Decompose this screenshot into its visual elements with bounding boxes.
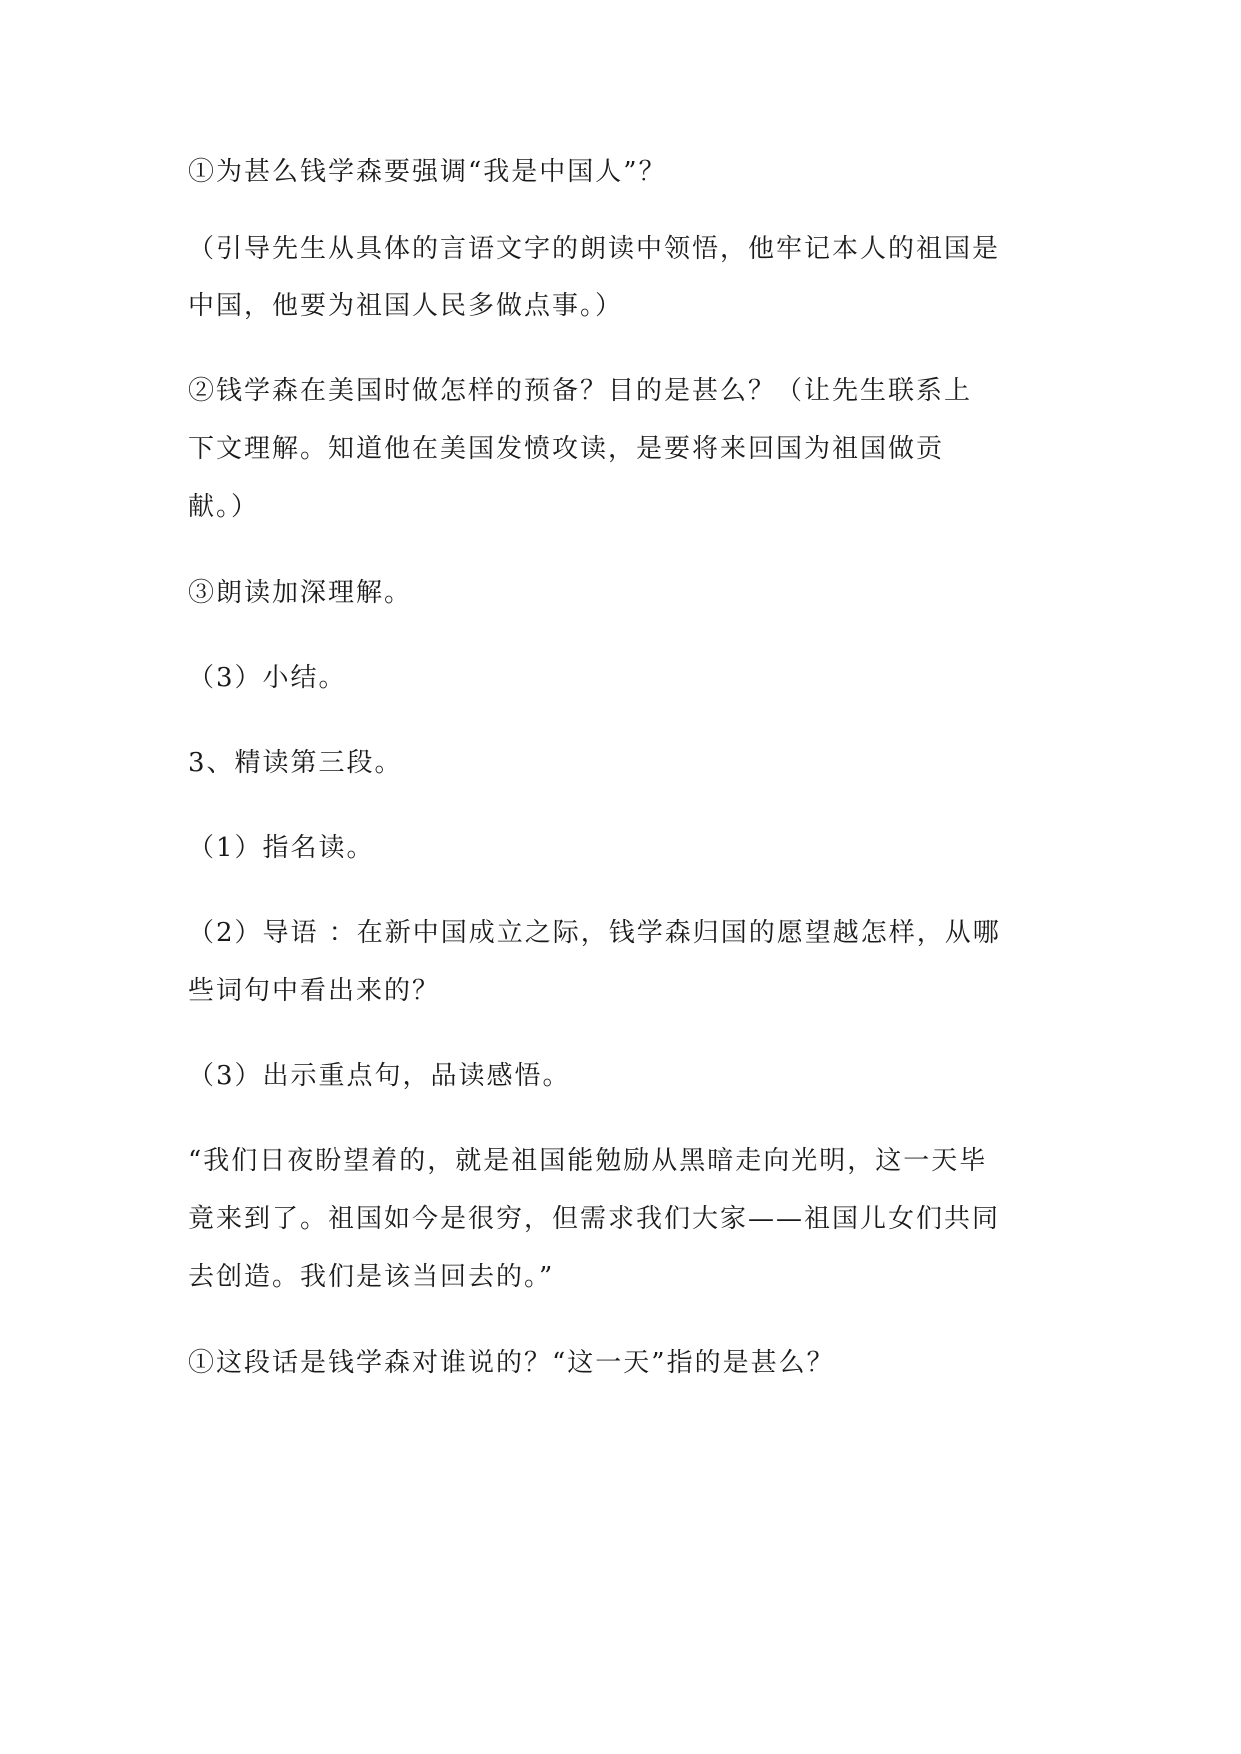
step-guide-line-1: （2）导语 ：在新中国成立之际，钱学森归国的愿望越怎样，从哪 (188, 918, 1001, 948)
quote-line-1: “我们日夜盼望着的，就是祖国能勉励从黑暗走向光明，这一天毕 (188, 1146, 988, 1176)
question-preparation-line-2: 下文理解。知道他在美国发愤攻读，是要将来回国为祖国做贡 (188, 434, 945, 464)
step-named-reading: （1）指名读。 (188, 833, 375, 863)
question-who-spoken-to: ①这段话是钱学森对谁说的？“这一天”指的是甚么？ (188, 1348, 835, 1378)
read-deepen-understanding: ③朗读加深理解。 (188, 578, 413, 608)
quote-line-2: 竟来到了。祖国如今是很穷，但需求我们大家——祖国儿女们共同 (188, 1204, 1001, 1234)
quote-line-3: 去创造。我们是该当回去的。” (188, 1262, 555, 1292)
guidance-line-1: （引导先生从具体的言语文字的朗读中领悟，他牢记本人的祖国是 (188, 234, 1001, 264)
question-why-emphasize-chinese: ①为甚么钱学森要强调“我是中国人”？ (188, 157, 667, 187)
step-guide-line-2: 些词句中看出来的？ (188, 976, 441, 1006)
question-preparation-line-1: ②钱学森在美国时做怎样的预备？目的是甚么？（让先生联系上 (188, 376, 973, 406)
summary-heading: （3）小结。 (188, 663, 347, 693)
step-key-sentence: （3）出示重点句，品读感悟。 (188, 1061, 571, 1091)
section-three-heading: 3、精读第三段。 (188, 748, 403, 778)
guidance-line-2: 中国，他要为祖国人民多做点事。） (188, 291, 624, 321)
question-preparation-line-3: 献。） (188, 492, 260, 522)
